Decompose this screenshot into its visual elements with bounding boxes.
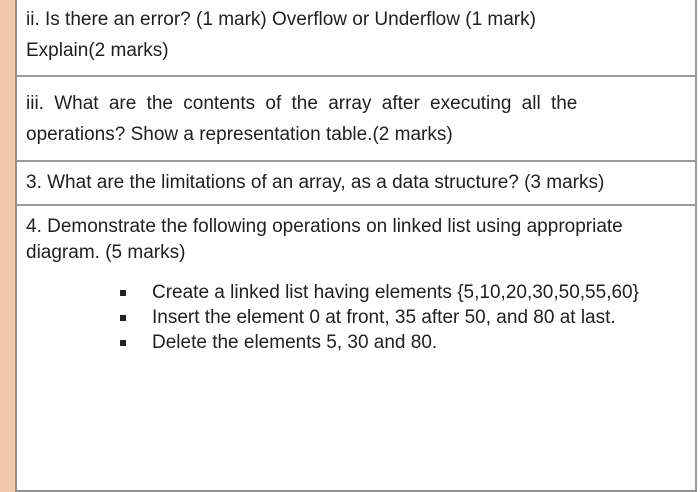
- question-4-line-2: diagram. (5 marks): [26, 242, 186, 263]
- question-iii-line-1: iii. What are the contents of the array after executing all the: [26, 93, 578, 114]
- square-bullet-icon: [120, 340, 126, 346]
- bullet-text: Delete the elements 5, 30 and 80.: [152, 332, 438, 353]
- question-4-block: [17, 206, 695, 355]
- right-border-rule: [695, 0, 697, 492]
- bullet-text: Insert the element 0 at front, 35 after 50, and 80 at last.: [152, 307, 616, 328]
- question-4-bullet-list: [26, 266, 683, 355]
- question-iii-block: [17, 77, 695, 162]
- question-4-line-1: 4. Demonstrate the following operations on linked list using appropriate: [26, 216, 623, 237]
- question-3-block: [17, 162, 695, 206]
- bullet-item: [118, 280, 683, 305]
- bullet-item: [118, 330, 683, 355]
- question-table: [17, 0, 695, 490]
- bullet-text: Create a linked list having elements {5,10,20,30,50,55,60}: [152, 282, 639, 303]
- question-3-line: 3. What are the limitations of an array, as a data structure? (3 marks): [26, 172, 605, 193]
- question-iii-line-2: operations? Show a representation table.(2 marks): [26, 124, 453, 145]
- square-bullet-icon: [120, 290, 126, 296]
- question-ii-line-2: Explain(2 marks): [26, 40, 169, 61]
- question-ii-line-1: ii. Is there an error? (1 mark) Overflow or Underflow (1 mark): [26, 9, 536, 30]
- left-margin-band: [0, 0, 15, 492]
- square-bullet-icon: [120, 315, 126, 321]
- bullet-item: [118, 305, 683, 330]
- question-ii-block: [17, 0, 695, 77]
